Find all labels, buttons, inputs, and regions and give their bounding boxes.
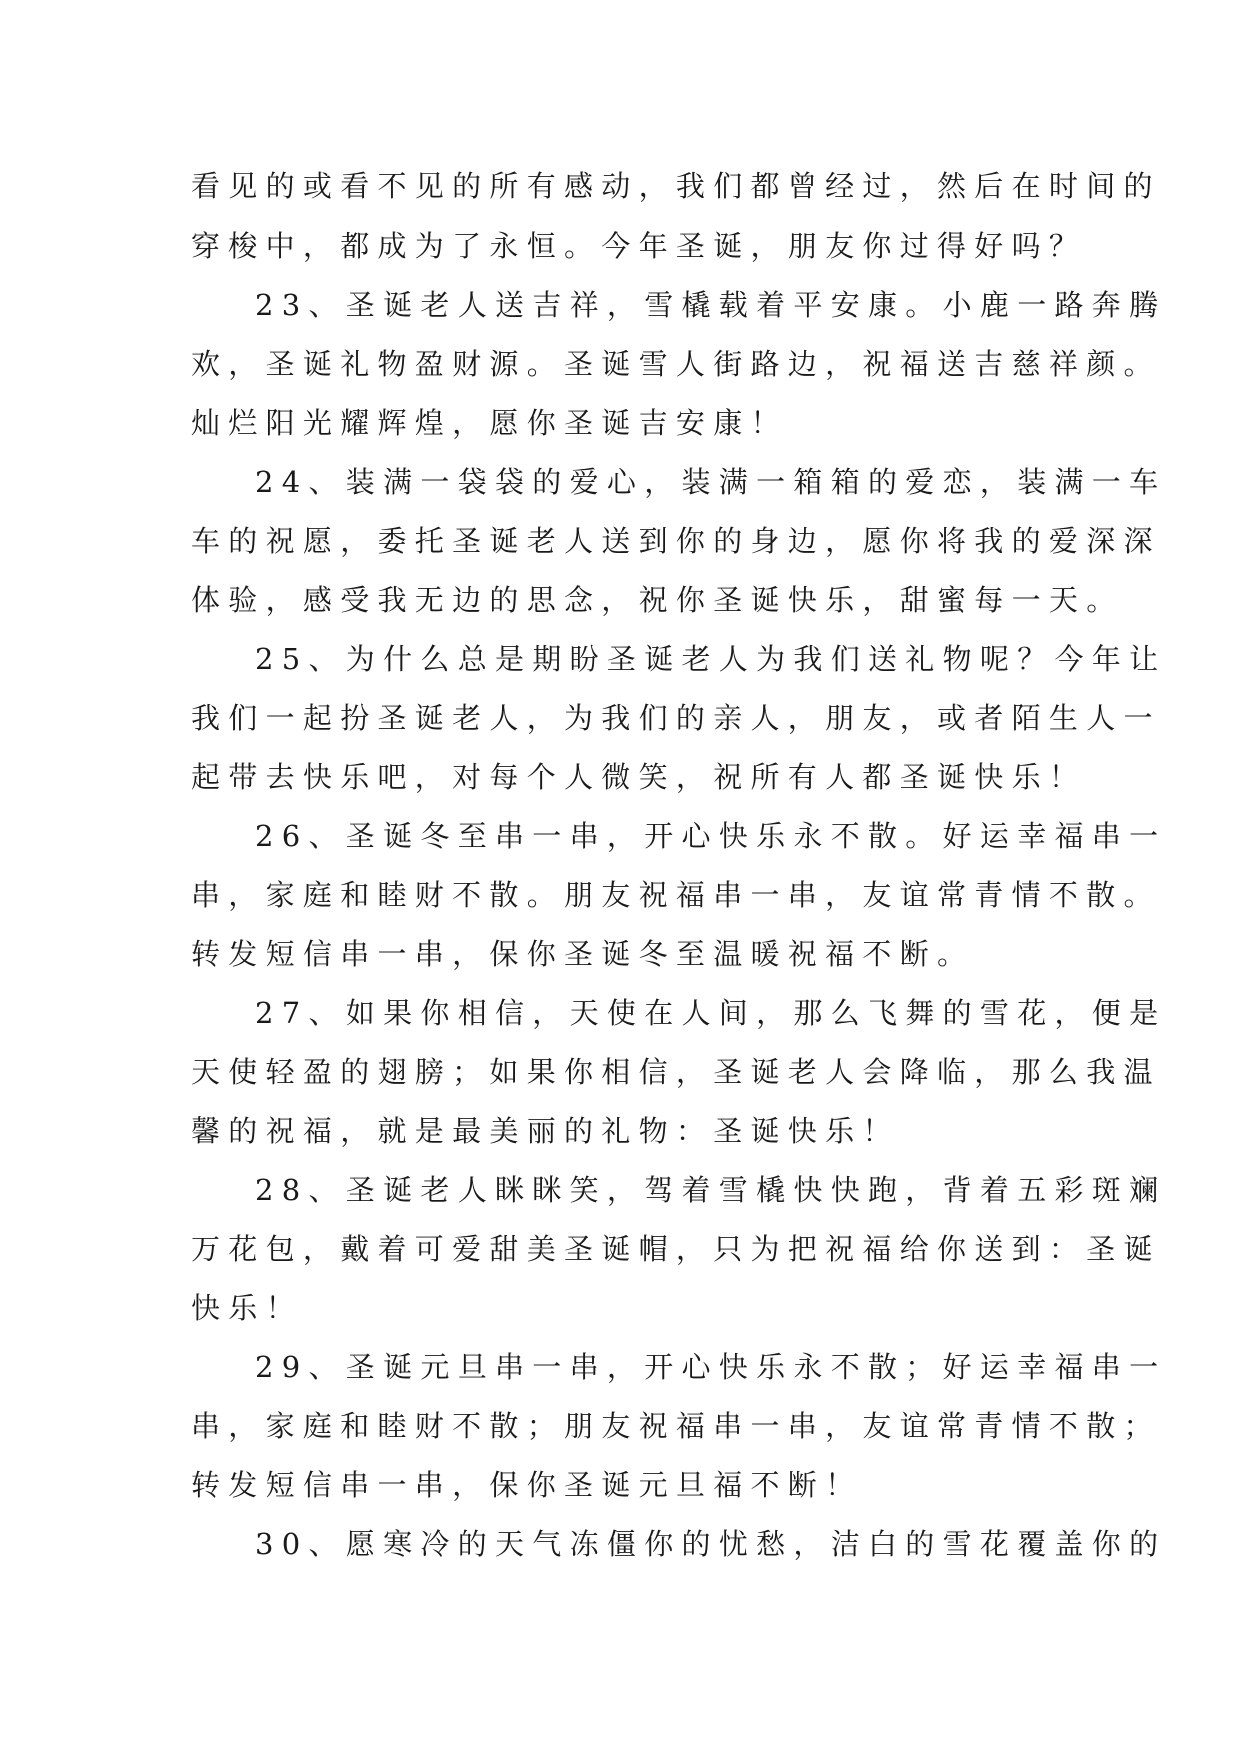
- text-line: 快乐！: [191, 1291, 303, 1325]
- text-line: 串，家庭和睦财不散。朋友祝福串一串，友谊常青情不散。: [191, 878, 1161, 912]
- text-line: 转发短信串一串，保你圣诞元旦福不断！: [191, 1468, 863, 1502]
- paragraph-26-start: 26、圣诞冬至串一串，开心快乐永不散。好运幸福串一: [255, 819, 1167, 853]
- paragraph-24-start: 24、装满一袋袋的爱心，装满一箱箱的爱恋，装满一车: [255, 465, 1167, 499]
- text-line: 灿烂阳光耀辉煌，愿你圣诞吉安康！: [191, 406, 788, 440]
- text-line: 转发短信串一串，保你圣诞冬至温暖祝福不断。: [191, 937, 975, 971]
- paragraph-23-start: 23、圣诞老人送吉祥，雪橇载着平安康。小鹿一路奔腾: [255, 288, 1167, 322]
- paragraph-25-start: 25、为什么总是期盼圣诞老人为我们送礼物呢？今年让: [255, 642, 1167, 676]
- paragraph-29-start: 29、圣诞元旦串一串，开心快乐永不散；好运幸福串一: [255, 1350, 1167, 1384]
- paragraph-30-start: 30、愿寒冷的天气冻僵你的忧愁，洁白的雪花覆盖你的: [255, 1527, 1167, 1561]
- text-line: 天使轻盈的翅膀；如果你相信，圣诞老人会降临，那么我温: [191, 1055, 1161, 1089]
- text-line: 串，家庭和睦财不散；朋友祝福串一串，友谊常青情不散；: [191, 1409, 1161, 1443]
- text-line: 穿梭中，都成为了永恒。今年圣诞，朋友你过得好吗？: [191, 229, 1087, 263]
- text-line: 馨的祝福，就是最美丽的礼物：圣诞快乐！: [191, 1114, 900, 1148]
- text-line: 我们一起扮圣诞老人，为我们的亲人，朋友，或者陌生人一: [191, 701, 1161, 735]
- text-line: 欢，圣诞礼物盈财源。圣诞雪人街路边，祝福送吉慈祥颜。: [191, 347, 1161, 381]
- text-line: 万花包，戴着可爱甜美圣诞帽，只为把祝福给你送到：圣诞: [191, 1232, 1161, 1266]
- paragraph-27-start: 27、如果你相信，天使在人间，那么飞舞的雪花，便是: [255, 996, 1167, 1030]
- text-line: 起带去快乐吧，对每个人微笑，祝所有人都圣诞快乐！: [191, 760, 1087, 794]
- paragraph-28-start: 28、圣诞老人眯眯笑，驾着雪橇快快跑，背着五彩斑斓: [255, 1173, 1167, 1207]
- text-line: 看见的或看不见的所有感动，我们都曾经过，然后在时间的: [191, 169, 1161, 203]
- text-line: 车的祝愿，委托圣诞老人送到你的身边，愿你将我的爱深深: [191, 524, 1161, 558]
- text-line: 体验，感受我无边的思念，祝你圣诞快乐，甜蜜每一天。: [191, 583, 1124, 617]
